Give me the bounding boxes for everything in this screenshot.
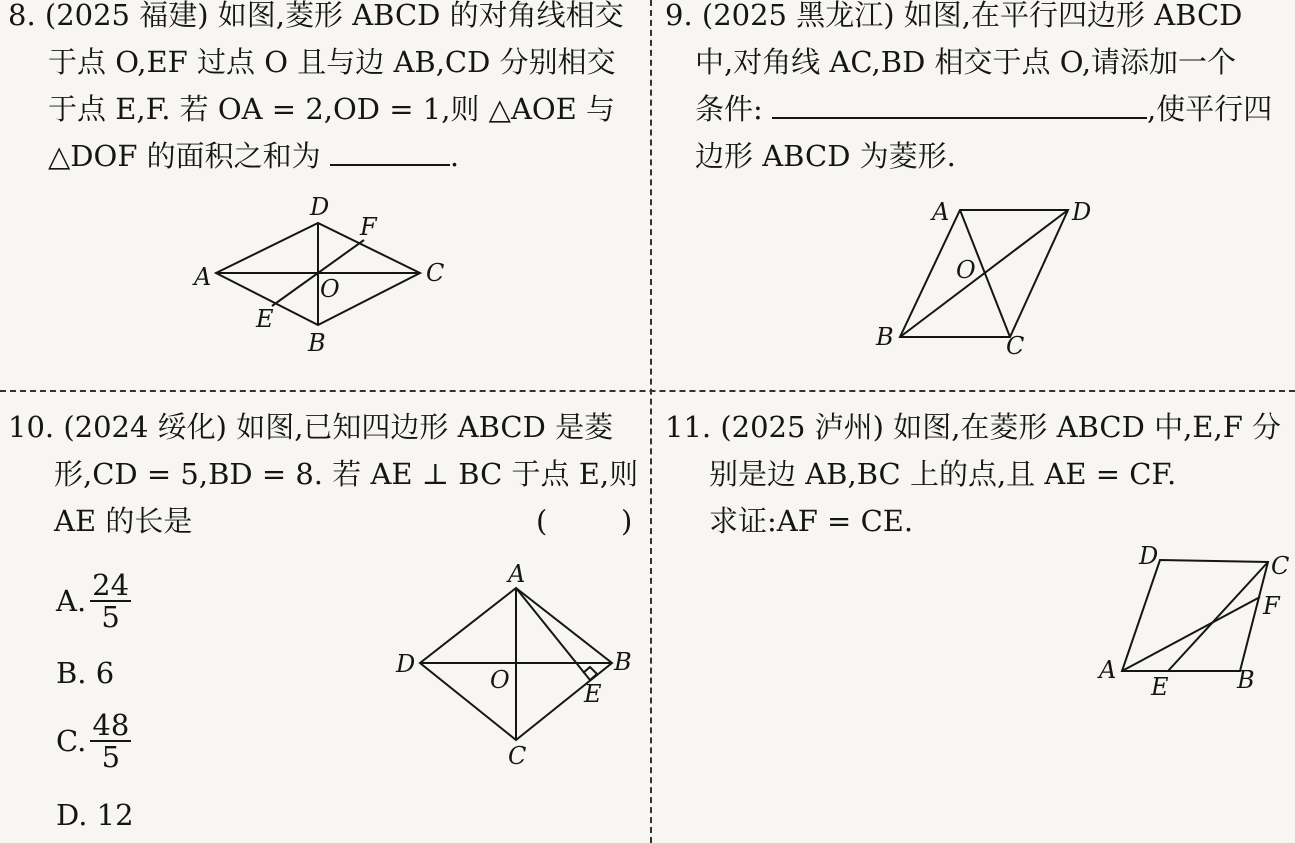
label-a-9: A xyxy=(932,198,950,226)
diagram-11 xyxy=(1095,540,1293,700)
problem-8-line-4 xyxy=(8,133,648,180)
label-c-9: C xyxy=(1006,332,1025,360)
problem-10-line-1: 10. (2024 绥化) 如图,已知四边形 ABCD 是菱 xyxy=(8,410,614,444)
label-b-9: B xyxy=(876,323,894,351)
problem-10-line-3 xyxy=(8,498,648,545)
problem-8 xyxy=(8,0,648,180)
horizontal-divider xyxy=(0,390,1295,392)
label-d-9: D xyxy=(1072,198,1092,226)
problem-11-line-3: 求证:AF = CE. xyxy=(709,504,914,538)
problem-9-line-3-end: ,使平行四 xyxy=(1147,92,1273,126)
problem-10-line-3-text: AE 的长是 xyxy=(54,504,193,538)
option-a-fraction xyxy=(90,570,131,632)
problem-10 xyxy=(8,404,648,545)
label-b-10: B xyxy=(614,648,632,676)
option-b-10[interactable]: B. 6 xyxy=(56,656,115,690)
problem-9-line-3-text: 条件: xyxy=(695,92,763,126)
problem-9-line-4: 边形 ABCD 为菱形. xyxy=(695,139,956,173)
label-e-11: E xyxy=(1151,673,1169,700)
rhombus-abcd-11 xyxy=(1122,560,1268,671)
diagram-10 xyxy=(390,560,640,780)
label-e-10: E xyxy=(584,680,602,708)
problem-10-line-2: 形,CD = 5,BD = 8. 若 AE ⊥ BC 于点 E,则 xyxy=(54,457,639,491)
label-c-8: C xyxy=(426,259,445,287)
option-c-fraction xyxy=(90,710,131,772)
option-c-10[interactable] xyxy=(56,710,131,772)
answer-paren-10[interactable]: ( ) xyxy=(536,504,633,538)
problem-9-line-1: 9. (2025 黑龙江) 如图,在平行四边形 ABCD xyxy=(665,0,1243,32)
diagonal-bd-9 xyxy=(900,210,1068,337)
label-f-8: F xyxy=(360,213,377,241)
option-a-prefix: A. xyxy=(56,584,87,618)
problem-8-line-3: 于点 E,F. 若 OA = 2,OD = 1,则 △AOE 与 xyxy=(48,92,616,126)
label-o-8: O xyxy=(320,275,340,303)
vertical-divider xyxy=(650,0,652,843)
segment-ae-10 xyxy=(516,588,590,680)
label-o-9: O xyxy=(956,256,976,284)
problem-9-line-2: 中,对角线 AC,BD 相交于点 O,请添加一个 xyxy=(695,45,1237,79)
problem-8-line-4-text: △DOF 的面积之和为 xyxy=(48,139,321,173)
diagram-9 xyxy=(870,190,1110,360)
problem-8-line-1: 8. (2025 福建) 如图,菱形 ABCD 的对角线相交 xyxy=(8,0,624,32)
label-c-11: C xyxy=(1271,552,1290,580)
problem-8-period: . xyxy=(449,139,460,173)
diagram-8 xyxy=(180,185,460,365)
option-a-numerator: 24 xyxy=(92,568,130,602)
problem-9 xyxy=(665,0,1295,180)
label-d-10: D xyxy=(396,650,416,678)
option-d-10[interactable]: D. 12 xyxy=(56,798,134,832)
option-c-prefix: C. xyxy=(56,724,87,758)
label-b-11: B xyxy=(1237,666,1255,694)
option-c-numerator: 48 xyxy=(92,708,130,742)
label-d-8: D xyxy=(310,193,330,221)
problem-8-line-2: 于点 O,EF 过点 O 且与边 AB,CD 分别相交 xyxy=(48,45,616,79)
label-a-10: A xyxy=(508,560,526,588)
label-e-8: E xyxy=(256,305,274,333)
label-f-11: F xyxy=(1263,592,1280,620)
problem-11 xyxy=(665,404,1295,545)
option-a-denominator: 5 xyxy=(101,600,120,634)
label-b-8: B xyxy=(308,329,326,357)
label-a-11: A xyxy=(1099,656,1117,684)
option-c-denominator: 5 xyxy=(101,740,121,774)
problem-9-line-3 xyxy=(665,86,1295,133)
label-c-10: C xyxy=(508,742,527,770)
answer-blank-9[interactable] xyxy=(772,89,1147,119)
label-o-10: O xyxy=(490,666,510,694)
label-d-11: D xyxy=(1139,542,1159,570)
problem-11-line-2: 别是边 AB,BC 上的点,且 AE = CF. xyxy=(709,457,1177,491)
problem-11-line-1: 11. (2025 泸州) 如图,在菱形 ABCD 中,E,F 分 xyxy=(665,410,1282,444)
option-a-10[interactable] xyxy=(56,570,131,632)
answer-blank-8[interactable] xyxy=(330,136,450,166)
label-a-8: A xyxy=(194,263,212,291)
